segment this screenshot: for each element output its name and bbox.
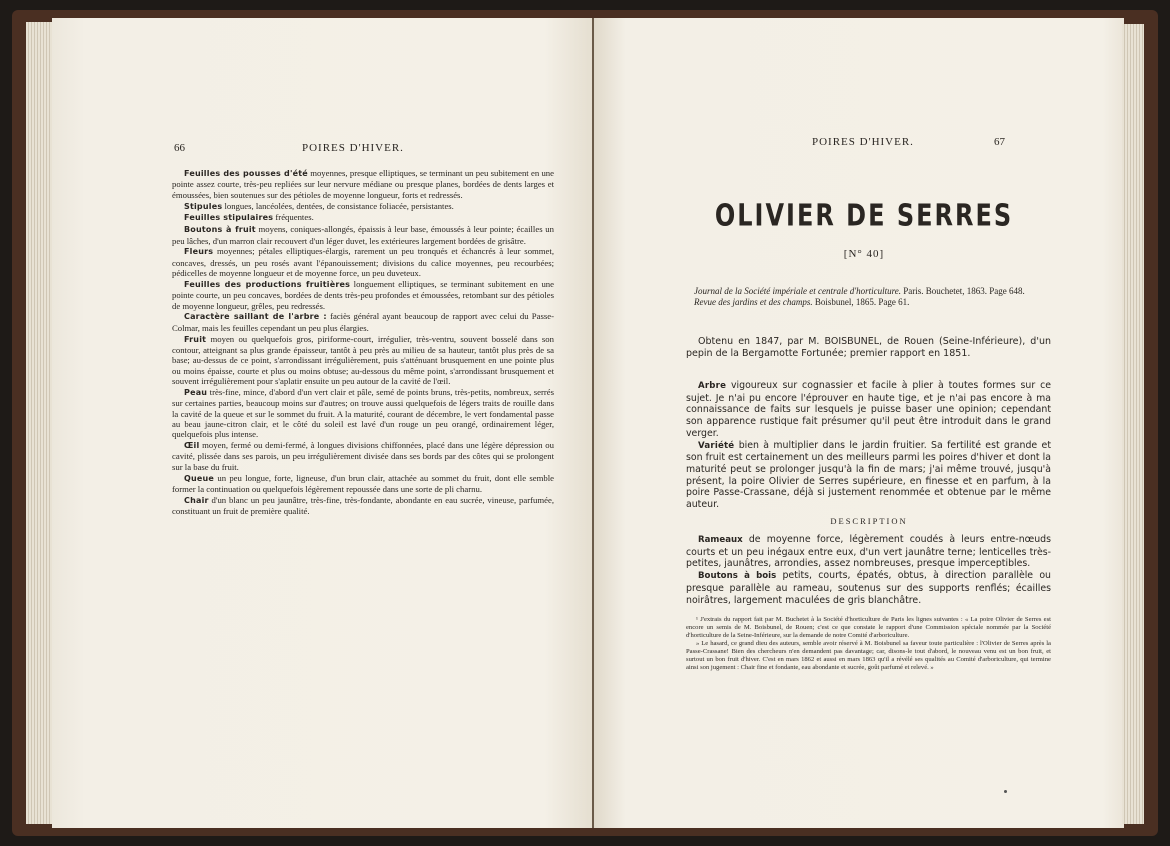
right-lead: Arbre bbox=[698, 381, 727, 391]
right-lead: Variété bbox=[698, 440, 735, 451]
left-text: longues, lancéolées, dentées, de consistance foliacée, persistantes. bbox=[222, 200, 454, 211]
left-lead: Boutons à fruit bbox=[184, 225, 256, 235]
right-page bbox=[594, 18, 1124, 828]
book bbox=[12, 10, 1158, 836]
left-paragraph bbox=[172, 440, 554, 472]
left-paragraph bbox=[172, 387, 554, 440]
left-paragraph bbox=[172, 168, 554, 200]
left-page-number: 66 bbox=[174, 142, 185, 154]
variety-title: OLIVIER DE SERRES bbox=[714, 198, 1014, 233]
left-paragraph bbox=[172, 311, 554, 333]
reference-source: Journal de la Société impériale et centrale d'horticulture. bbox=[694, 286, 902, 296]
left-text: un peu longue, forte, ligneuse, d'un brun clair, attachée au sommet du fruit, dont elle semble former la continuation ou quelquefois légèrement repoussée dans une sorte de pli charnu. bbox=[172, 472, 554, 494]
left-paragraph bbox=[172, 473, 554, 495]
left-lead: Fruit bbox=[184, 334, 207, 344]
left-paragraph bbox=[172, 279, 554, 311]
description-heading: DESCRIPTION bbox=[830, 516, 908, 526]
description-text: petits, courts, épatés, obtus, à direction parallèle ou presque parallèle au rameau, soutenus sur des supports renflés; écailles noirâtres, largement maculées de gris blanchâtre. bbox=[686, 570, 1051, 606]
left-text: moyennes, presque elliptiques, se terminant un peu subitement en une pointe assez courte, très-peu repliées sur leur nervure médiane ou presque planes, bordées de dents larges et émoussées, bien soutenues sur des pétioles de moyenne longueur, forts et redressés. bbox=[172, 168, 554, 200]
left-paragraph bbox=[172, 201, 554, 212]
left-text: moyen ou quelquefois gros, piriforme-court, irrégulier, très-ventru, souvent bosselé dans son contour, atteignant sa plus grande épaisseur, tantôt à peu près au milieu de sa hauteur, tantôt plus près de sa base; au-dessus de ce point, s'arrondissant irrégulièrement, puis s'atténuant brusquement en une pointe plus ou moins épaisse, courte et plus ou moins obtuse; au-dessous du même point, s'arrondissant brusquement et souvent irrégulièrement pour s'aplatir ensuite un peu autour de la cavité de l'œil. bbox=[172, 333, 554, 387]
right-text-column bbox=[686, 380, 1051, 511]
intro-text: Obtenu en 1847, par M. BOISBUNEL, de Rouen (Seine-Inférieure), d'un pepin de la Bergamotte Fortunée; premier rapport en 1851. bbox=[686, 336, 1051, 359]
reference-line bbox=[694, 297, 1054, 308]
left-text: moyens, coniques-allongés, épaissis à leur base, émoussés à leur pointe; écailles un peu lâches, d'un marron clair recouvert d'un léger duvet, les extérieures largement bordées de grisâtre. bbox=[172, 224, 554, 246]
speck bbox=[1004, 790, 1007, 793]
left-lead: Queue bbox=[184, 473, 215, 483]
left-running-head: POIRES D'HIVER. bbox=[302, 142, 404, 154]
intro-paragraph bbox=[686, 336, 1051, 360]
left-lead: Feuilles stipulaires bbox=[184, 213, 274, 223]
page-edges-right bbox=[1122, 24, 1144, 824]
right-page-number: 67 bbox=[994, 136, 1005, 148]
left-lead: Chair bbox=[184, 495, 209, 505]
description-lead: Rameaux bbox=[698, 535, 743, 545]
reference-detail: Boisbunel, 1865. Page 61. bbox=[812, 297, 910, 307]
right-text: vigoureux sur cognassier et facile à plier à toutes formes sur ce sujet. Je n'ai pu encore l'éprouver en haute tige, et je n'ai pas encore à ma connaissance de faits sur lesquels je puisse baser une opinion; cependant son apparence rustique fait présumer qu'il peut être introduit dans le grand verger. bbox=[686, 380, 1051, 439]
reference-source: Revue des jardins et des champs. bbox=[694, 297, 813, 307]
left-text: moyen, fermé ou demi-fermé, à longues divisions chiffonnées, placé dans une légère dépression ou cavité, plissée dans ses parois, un peu irrégulièrement divisée dans ses bords par des côtes qui se prolongent sur la base du fruit. bbox=[172, 440, 554, 472]
left-lead: Caractère saillant de l'arbre : bbox=[184, 312, 327, 322]
description-paragraph bbox=[686, 534, 1051, 570]
left-paragraph bbox=[172, 246, 554, 278]
left-paragraph bbox=[172, 334, 554, 387]
left-page bbox=[52, 18, 600, 828]
left-lead: Œil bbox=[184, 441, 200, 451]
right-running-head: POIRES D'HIVER. bbox=[812, 136, 914, 148]
right-text: bien à multiplier dans le jardin fruitier. Sa fertilité est grande et son fruit est certainement un des meilleurs parmi les poires d'hiver et dont la maturité peut se prolonger jusqu'à la fin de mars; j'ai même trouvé, jusqu'à présent, la poire Olivier de Serres supérieure, en finesse et en parfum, à la poire Passe-Crassane, déjà si justement renommée et obtenue par le même auteur. bbox=[686, 439, 1051, 511]
variety-number: [N° 40] bbox=[843, 248, 885, 260]
left-lead: Feuilles des productions fruitières bbox=[184, 279, 351, 289]
left-text: faciès général ayant beaucoup de rapport avec celui du Passe-Colmar, mais les feuilles cependant un peu plus élargies. bbox=[172, 311, 555, 333]
page-edges-left bbox=[26, 22, 54, 824]
footnote-paragraph: » Le hasard, ce grand dieu des auteurs, semble avoir réservé à M. Boisbunel sa faveur toute particulière : l'Olivier de Serres après la Passe-Crassane! Bien des chercheurs n'en demandent pas davantage; car, disons-le tout d'abord, le nouveau venu est un bon fruit, et surtout un bon fruit d'hiver. C'est en mars 1862 et aussi en mars 1863 qu'il a révélé ses qualités au Comité d'arboriculture, qui termine ainsi son jugement : Chair fine et fondante, eau abondante et sucrée, goût parfumé et relevé. » bbox=[686, 640, 1051, 671]
footnote-paragraph: ¹ J'extrais du rapport fait par M. Buchetet à la Société d'horticulture de Paris les lignes suivantes : « La poire Olivier de Serres est encore un semis de M. Boisbunel, de Rouen; c'est ce que constate le rapport d'une Commission spéciale nommée par la Société d'horticulture de la Seine-Inférieure, sur la demande de notre Comité d'arboriculture. bbox=[686, 616, 1051, 639]
left-lead: Stipules bbox=[184, 201, 223, 211]
left-lead: Peau bbox=[184, 387, 208, 397]
references bbox=[694, 286, 1054, 308]
left-text-column bbox=[172, 168, 554, 517]
left-paragraph bbox=[172, 212, 554, 223]
reference-detail: Paris. Bouchetet, 1863. Page 648. bbox=[901, 286, 1025, 296]
left-text: très-fine, mince, d'abord d'un vert clair et pâle, semé de points bruns, très-petits, nombreux, serrés sur certaines parties, beaucoup moins sur d'autres; on trouve aussi quelquefois de légers traits de rouille dans la cavité de la queue et sur le sommet du fruit. A la maturité, courant de décembre, le vert fondamental passe au beau jaune-citron clair, et le côté du soleil est lavé d'un rouge un peu orangé, ordinairement léger, quelquefois plus intense. bbox=[172, 386, 554, 440]
description-lead: Boutons à bois bbox=[698, 571, 777, 582]
left-text: moyennes; pétales elliptiques-élargis, rarement un peu tronqués et échancrés à leur sommet, concaves, dressés, un peu rosés avant l'épanouissement; divisions du calice moyennes, peu recourbées; pédicelles de moyenne longueur et de moyenne force, un peu duveteux. bbox=[172, 246, 554, 279]
description-text: de moyenne force, légèrement coudés à leurs entre-nœuds courts et un peu inégaux entre eux, d'un vert jaunâtre terne; lenticelles très-petites, jaunâtres, arrondies, assez nombreuses, presque imperceptibles. bbox=[686, 534, 1051, 570]
left-lead: Feuilles des pousses d'été bbox=[184, 169, 308, 178]
left-lead: Fleurs bbox=[184, 247, 214, 257]
description-column bbox=[686, 534, 1051, 606]
footnote bbox=[686, 616, 1051, 672]
right-paragraph bbox=[686, 440, 1051, 511]
description-paragraph bbox=[686, 570, 1051, 606]
left-text: longuement elliptiques, se terminant subitement en une pointe courte, un peu concaves, bordées de dents très-peu profondes et émoussées, retombant sur des pétioles de moyenne longueur, grêles, peu redressés. bbox=[172, 278, 554, 311]
left-text: d'un blanc un peu jaunâtre, très-fine, très-fondante, abondante en eau sucrée, vineuse, parfumée, constituant un fruit de première qualité. bbox=[172, 494, 554, 517]
reference-line bbox=[694, 286, 1054, 297]
left-paragraph bbox=[172, 495, 554, 517]
left-text: fréquentes. bbox=[273, 212, 314, 223]
right-paragraph bbox=[686, 380, 1051, 440]
left-paragraph bbox=[172, 224, 554, 246]
